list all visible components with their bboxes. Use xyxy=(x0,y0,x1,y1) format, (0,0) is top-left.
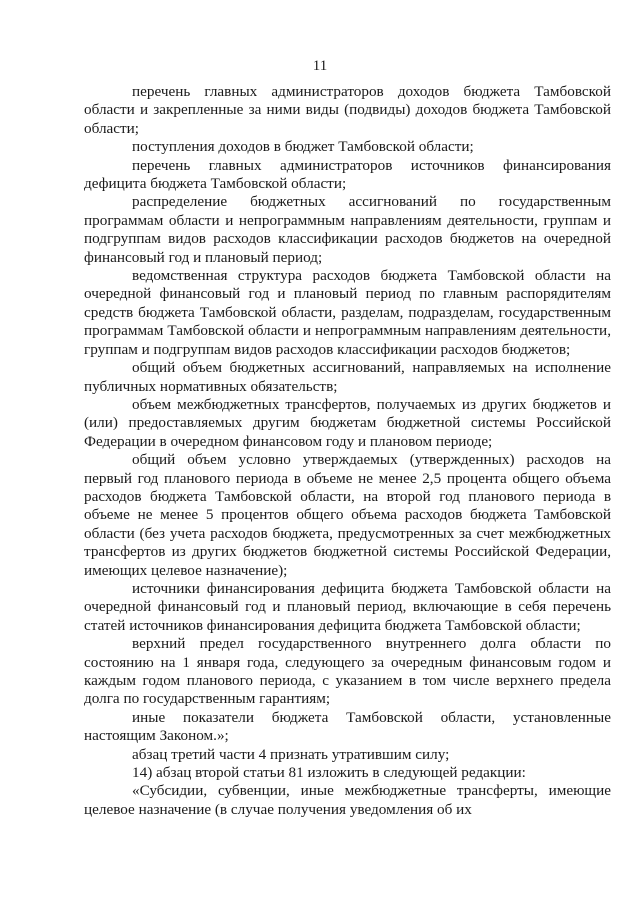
paragraph-subsidies-quote: «Субсидии, субвенции, иные межбюджетные трансферты, имеющие целевое назначение (в случае получения уведомления об их xyxy=(84,782,611,818)
paragraph-deficit-source-administrators: перечень главных администраторов источников финансирования дефицита бюджета Тамбовской области; xyxy=(84,156,611,193)
paragraph-appropriations-distribution: распределение бюджетных ассигнований по государственным программам области и непрограммным направлениям деятельности, группам и подгруппам видов расходов классификации расходов бюджетов на очередной финансовый год и плановый период; xyxy=(84,193,611,266)
paragraph-conditionally-approved-expenses: общий объем условно утверждаемых (утвержденных) расходов на первый год планового периода в объеме не менее 2,5 процента общего объема расходов бюджета Тамбовской области, на второй год планового периода в объеме не менее 5 процентов общего объема расходов бюджета Тамбовской области (без учета расходов бюджета, предусмотренных за счет межбюджетных трансфертов из других бюджетов бюджетной системы Российской Федерации, имеющих целевое назначение); xyxy=(84,451,611,579)
page-number: 11 xyxy=(312,58,328,74)
paragraph-public-obligations: общий объем бюджетных ассигнований, направляемых на исполнение публичных нормативных обязательств; xyxy=(84,359,611,395)
paragraph-amendment-14: 14) абзац второй статьи 81 изложить в следующей редакции: xyxy=(132,764,526,782)
paragraph-revenue-administrators: перечень главных администраторов доходов бюджета Тамбовской области и закрепленные за ними виды (подвиды) доходов бюджета Тамбовской области; xyxy=(84,83,611,137)
paragraph-debt-upper-limit: верхний предел государственного внутреннего долга области по состоянию на 1 января года, следующего за очередным финансовым годом и каждым годом планового периода, с указанием в том числе верхнего предела долга по государственным гарантиям; xyxy=(84,635,611,708)
paragraph-departmental-structure: ведомственная структура расходов бюджета Тамбовской области на очередной финансовый год и плановый период по главным распорядителям средств бюджета Тамбовской области, разделам, подразделам, государственным программам Тамбовской области и непрограммным направлениям деятельности, группам и подгруппам видов расходов классификации расходов бюджетов; xyxy=(84,267,611,358)
paragraph-interbudget-transfers: объем межбюджетных трансфертов, получаемых из других бюджетов и (или) предоставляемых другим бюджетам бюджетной системы Российской Федерации в очередном финансовом году и плановом периоде; xyxy=(84,395,611,450)
document-body xyxy=(84,83,611,819)
paragraph-part-4-repealed: абзац третий части 4 признать утратившим силу; xyxy=(132,745,450,763)
paragraph-other-indicators: иные показатели бюджета Тамбовской области, установленные настоящим Законом.»; xyxy=(84,708,611,745)
paragraph-deficit-financing-sources: источники финансирования дефицита бюджета Тамбовской области на очередной финансовый год и плановый период, включающие в себя перечень статей источников финансирования дефицита бюджета Тамбовской области; xyxy=(84,579,611,634)
paragraph-revenue-receipts: поступления доходов в бюджет Тамбовской области; xyxy=(132,138,474,156)
